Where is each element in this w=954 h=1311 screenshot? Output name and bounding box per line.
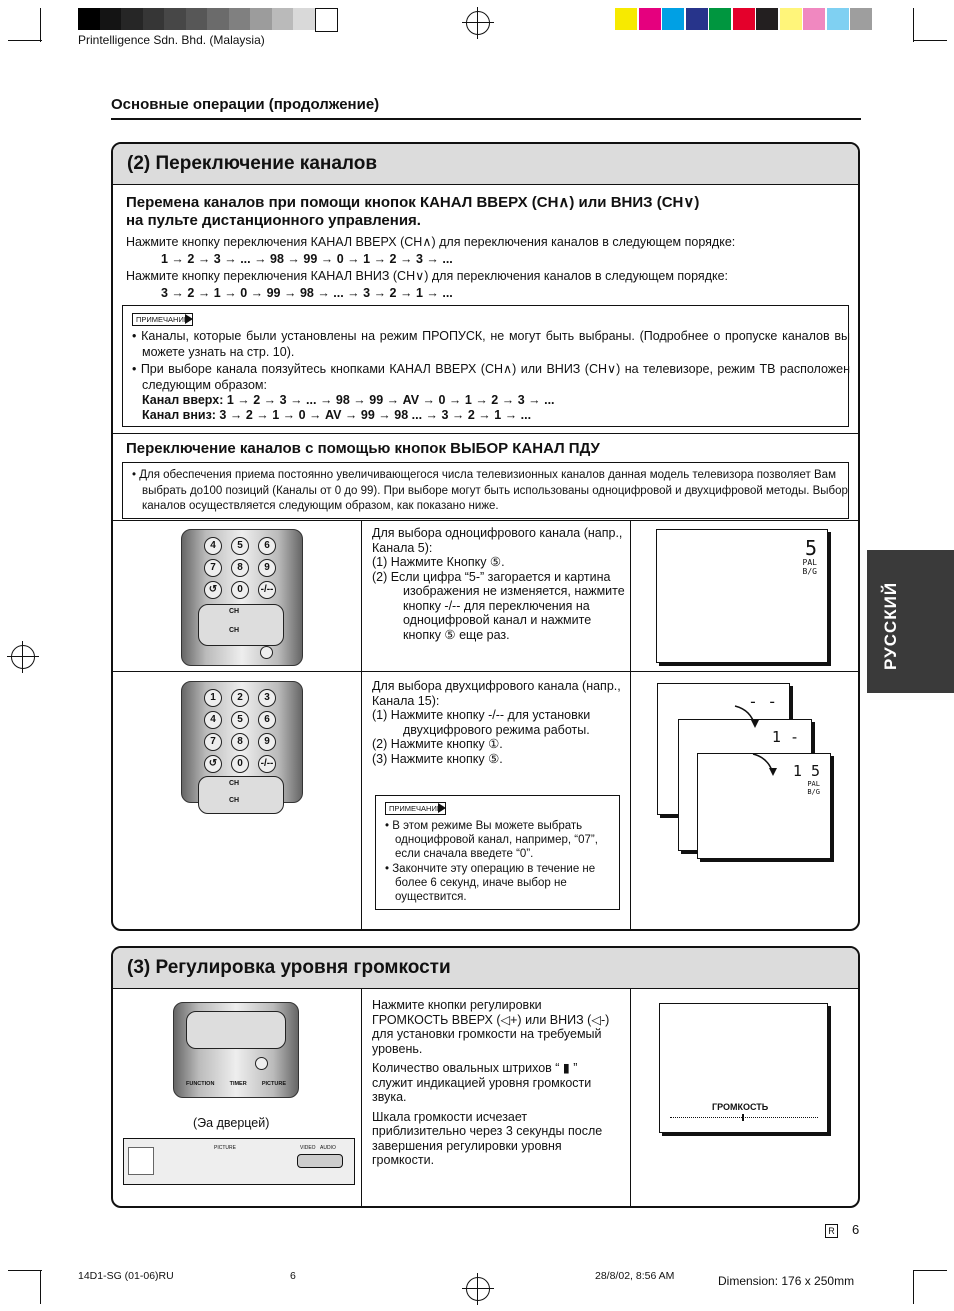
ch-down-label: CH xyxy=(229,797,240,804)
remote-illustration xyxy=(181,529,303,666)
remote-key: -/-- xyxy=(258,755,276,773)
note-arrow-icon xyxy=(185,314,193,324)
color-swatch xyxy=(639,8,661,30)
section-title: (3) Регулировка уровня громкости xyxy=(113,948,858,989)
section-title: (2) Переключение каналов xyxy=(113,144,858,185)
footer-doc-id: 14D1-SG (01-06)RU xyxy=(78,1270,174,1282)
gray-swatch xyxy=(315,8,339,32)
subheading-direct-select: Переключение каналов с помощью кнопок ВЫБОР КАНАЛ ПДУ xyxy=(126,440,600,457)
breadcrumb: Основные операции (продолжение) xyxy=(111,96,380,113)
power-button-icon xyxy=(128,1147,154,1175)
crop-mark xyxy=(8,1270,42,1271)
remote-function-labels xyxy=(186,1081,286,1087)
picture-label: PICTURE xyxy=(261,1081,286,1087)
remote-key: 9 xyxy=(258,559,276,577)
volume-p1: Нажмите кнопки регулировки ГРОМКОСТЬ ВВЕРХ (◁+) или ВНИЗ (◁-) для установки громкости на требуемый уровень. xyxy=(372,998,610,1056)
registration-mark-icon xyxy=(466,11,490,35)
note-box-100 xyxy=(122,462,849,519)
remote-key: 4 xyxy=(204,537,222,555)
volume-scale-marker xyxy=(742,1114,744,1121)
volume-button-group xyxy=(186,1011,286,1049)
crop-mark xyxy=(913,1270,947,1271)
gray-swatch xyxy=(293,8,315,30)
single-digit-step2: (2) Если цифра “5-” загорается и картина изображения не изменяется, нажмите кнопку -/-- для переключения на одноцифровой канал и нажмите кнопку ⑤ еще раз. xyxy=(372,569,625,642)
crop-mark xyxy=(913,40,947,41)
remote-key: 5 xyxy=(231,537,249,555)
note-box xyxy=(122,305,849,427)
remote-key: ↺ xyxy=(204,581,222,599)
color-swatch xyxy=(803,8,825,30)
remote-illustration-2 xyxy=(181,681,303,803)
double-digit-step1: (1) Нажмите кнопку -/-- для установки двухцифрового режима работы. xyxy=(372,708,591,737)
crop-mark xyxy=(40,8,41,42)
remote-key: 2 xyxy=(231,689,249,707)
color-swatch xyxy=(733,8,755,30)
note-box-double xyxy=(375,795,620,910)
table-border xyxy=(113,671,860,672)
note-07: • В этом режиме Вы можете выбрать одноцифровой канал, например, “07”, если сначала введете “0”. xyxy=(385,820,598,860)
divider xyxy=(111,118,861,120)
panel-picture-label: PICTURE xyxy=(214,1145,236,1151)
crop-mark xyxy=(40,1270,41,1304)
remote-key: 9 xyxy=(258,733,276,751)
remote-key: 7 xyxy=(204,559,222,577)
page-number: 6 xyxy=(852,1222,860,1237)
crop-mark xyxy=(8,40,42,41)
color-swatch xyxy=(615,8,637,30)
note-label: ПРИМЕЧАНИЕ xyxy=(385,802,446,815)
volume-p3: Шкала громкости исчезает приблизительно через 3 секунды после завершения регулировки уровня громкости. xyxy=(372,1109,603,1167)
registration-mark-icon xyxy=(466,1277,490,1301)
remote-key: 4 xyxy=(204,711,222,729)
gray-swatch xyxy=(207,8,229,30)
sequence-ch-up: 1 → 2 → 3 → ... → 98 → 99 → 0 → 1 → 2 → 3 → ... xyxy=(161,252,453,266)
gray-swatch xyxy=(186,8,208,30)
remote-key: 7 xyxy=(204,733,222,751)
double-digit-step2: (2) Нажмите кнопку ①. xyxy=(372,737,503,751)
remote-key: 1 xyxy=(204,689,222,707)
gray-swatch xyxy=(272,8,294,30)
remote-volume-illustration xyxy=(173,1002,299,1098)
note-tv-buttons: • При выборе канала поязуйтесь кнопками КАНАЛ ВВЕРХ (CH∧) или ВНИЗ (CH∨) на телевизоре, режим ТВ расположен следующим образом: xyxy=(132,362,850,392)
region-mark: R xyxy=(825,1224,838,1238)
color-swatch xyxy=(756,8,778,30)
language-tab-label: РУССКИЙ xyxy=(881,581,900,670)
volume-p2: Количество овальных штрихов “ ▮ ” служит индикацией уровня громкости звука. xyxy=(372,1061,592,1104)
remote-key: 5 xyxy=(231,711,249,729)
color-swatch xyxy=(780,8,802,30)
color-swatch xyxy=(827,8,849,30)
divider xyxy=(113,433,860,434)
double-digit-instructions xyxy=(372,679,626,766)
gray-swatch xyxy=(250,8,272,30)
sequence-arrows-icon xyxy=(733,704,813,784)
color-swatch xyxy=(709,8,731,30)
sequence-ch-down: 3 → 2 → 1 → 0 → 99 → 98 → ... → 3 → 2 → 1 → ... xyxy=(161,286,453,300)
note-skip: • Каналы, которые были установлены на режим ПРОПУСК, не могут быть выбраны. (Подробнее о пропуске каналов вы можете узнать на стр. 10). xyxy=(132,329,850,359)
color-swatch xyxy=(686,8,708,30)
tv-screen-volume xyxy=(659,1003,828,1133)
single-digit-step1: (1) Нажмите Кнопку ⑤. xyxy=(372,555,505,569)
door-caption: (Эа дверцей) xyxy=(193,1116,270,1130)
crop-mark xyxy=(913,1270,914,1304)
table-border xyxy=(630,520,631,931)
ch-up-label: CH xyxy=(229,608,240,615)
subheading-remote-ch-2: на пульте дистанционного управления. xyxy=(126,212,421,229)
remote-key: 3 xyxy=(258,689,276,707)
registration-mark-icon xyxy=(11,645,35,669)
osd-volume-label: ГРОМКОСТЬ xyxy=(712,1102,769,1112)
mute-button-icon xyxy=(260,646,273,659)
panel-audio-label: AUDIO xyxy=(320,1145,336,1151)
double-digit-intro: Для выбора двухцифрового канала (напр., Канала 15): xyxy=(372,679,621,708)
instruction-ch-down: Нажмите кнопку переключения КАНАЛ ВНИЗ (CH∨) для переключения каналов в следующем порядке: xyxy=(126,269,729,283)
footer-dimension: Dimension: 176 x 250mm xyxy=(718,1274,855,1288)
ch-button-group-2 xyxy=(198,776,284,814)
osd-system: PAL B/G xyxy=(802,558,817,576)
osd-channel-number: 5 xyxy=(804,536,817,560)
tv-front-panel xyxy=(123,1138,355,1185)
single-digit-instructions xyxy=(372,526,626,642)
crop-mark xyxy=(913,8,914,42)
osd-fifteen: 1 5 xyxy=(792,762,820,780)
remote-key: 0 xyxy=(231,755,249,773)
gray-swatch xyxy=(78,8,100,30)
remote-key: 0 xyxy=(231,581,249,599)
table-border xyxy=(361,520,362,931)
gray-swatch xyxy=(143,8,165,30)
osd-one-dash: 1 - xyxy=(771,728,799,746)
ch-up-label: CH xyxy=(229,780,240,787)
remote-key: -/-- xyxy=(258,581,276,599)
note-sequence-down: Канал вниз: 3 → 2 → 1 → 0 → AV → 99 → 98 ... → 3 → 2 → 1 → ... xyxy=(142,408,532,422)
color-swatch xyxy=(662,8,684,30)
volume-instructions xyxy=(372,998,617,1168)
remote-key: ↺ xyxy=(204,755,222,773)
timer-label: TIMER xyxy=(229,1081,247,1087)
remote-key: 8 xyxy=(231,559,249,577)
table-border xyxy=(630,989,631,1208)
note-arrow-icon xyxy=(438,803,446,813)
note-sequence-up: Канал вверх: 1 → 2 → 3 → ... → 98 → 99 → AV → 0 → 1 → 2 → 3 → ... xyxy=(142,393,555,407)
language-tab xyxy=(867,550,954,693)
section-channel-switching xyxy=(111,142,860,931)
footer-date: 28/8/02, 8:56 AM xyxy=(595,1270,675,1282)
subheading-remote-ch: Перемена каналов при помощи кнопок КАНАЛ ВВЕРХ (CH∧) или ВНИЗ (CH∨) xyxy=(126,194,700,211)
gray-swatch xyxy=(229,8,251,30)
double-digit-step3: (3) Нажмите кнопку ⑤. xyxy=(372,751,503,766)
section-volume xyxy=(111,946,860,1208)
gray-swatch xyxy=(121,8,143,30)
remote-key: 6 xyxy=(258,537,276,555)
osd-dash: - - xyxy=(748,692,777,711)
footer-page: 6 xyxy=(290,1270,296,1282)
printer-name: Printelligence Sdn. Bhd. (Malaysia) xyxy=(78,33,265,47)
table-border xyxy=(113,520,860,521)
mute-button-icon xyxy=(255,1057,268,1070)
gray-swatch xyxy=(100,8,122,30)
single-digit-intro: Для выбора одноцифрового канала (напр., Канала 5): xyxy=(372,526,623,555)
note-100-positions: • Для обеспечения приема постоянно увеличивающегося числа телевизионных каналов данная модель телевизора позволяет Вам выбрать до100 позиций (Каналы от 0 до 99). При выборе могут быть использованы одноцифровой и двухцифровой методы. Выбор каналов осуществляется следующим образом, как показано ниже. xyxy=(132,469,848,512)
gray-swatch xyxy=(164,8,186,30)
ch-down-label: CH xyxy=(229,627,240,634)
table-border xyxy=(361,989,362,1208)
instruction-ch-up: Нажмите кнопку переключения КАНАЛ ВВЕРХ (CH∧) для переключения каналов в следующем порядке: xyxy=(126,235,736,249)
function-label: FUNCTION xyxy=(186,1081,215,1087)
osd-system-2: PAL B/G xyxy=(807,780,820,796)
note-label: ПРИМЕЧАНИЕ xyxy=(132,313,193,326)
volume-scale xyxy=(670,1117,818,1118)
tv-screen-single xyxy=(656,529,828,663)
av-jacks-icon xyxy=(297,1154,343,1168)
color-swatch xyxy=(850,8,872,30)
remote-key: 6 xyxy=(258,711,276,729)
panel-video-label: VIDEO xyxy=(300,1145,316,1151)
note-6-seconds: • Закончите эту операцию в течение не более 6 секунд, иначе выбор не оуществится. xyxy=(385,863,596,903)
remote-key: 8 xyxy=(231,733,249,751)
ch-button-group xyxy=(198,604,284,646)
